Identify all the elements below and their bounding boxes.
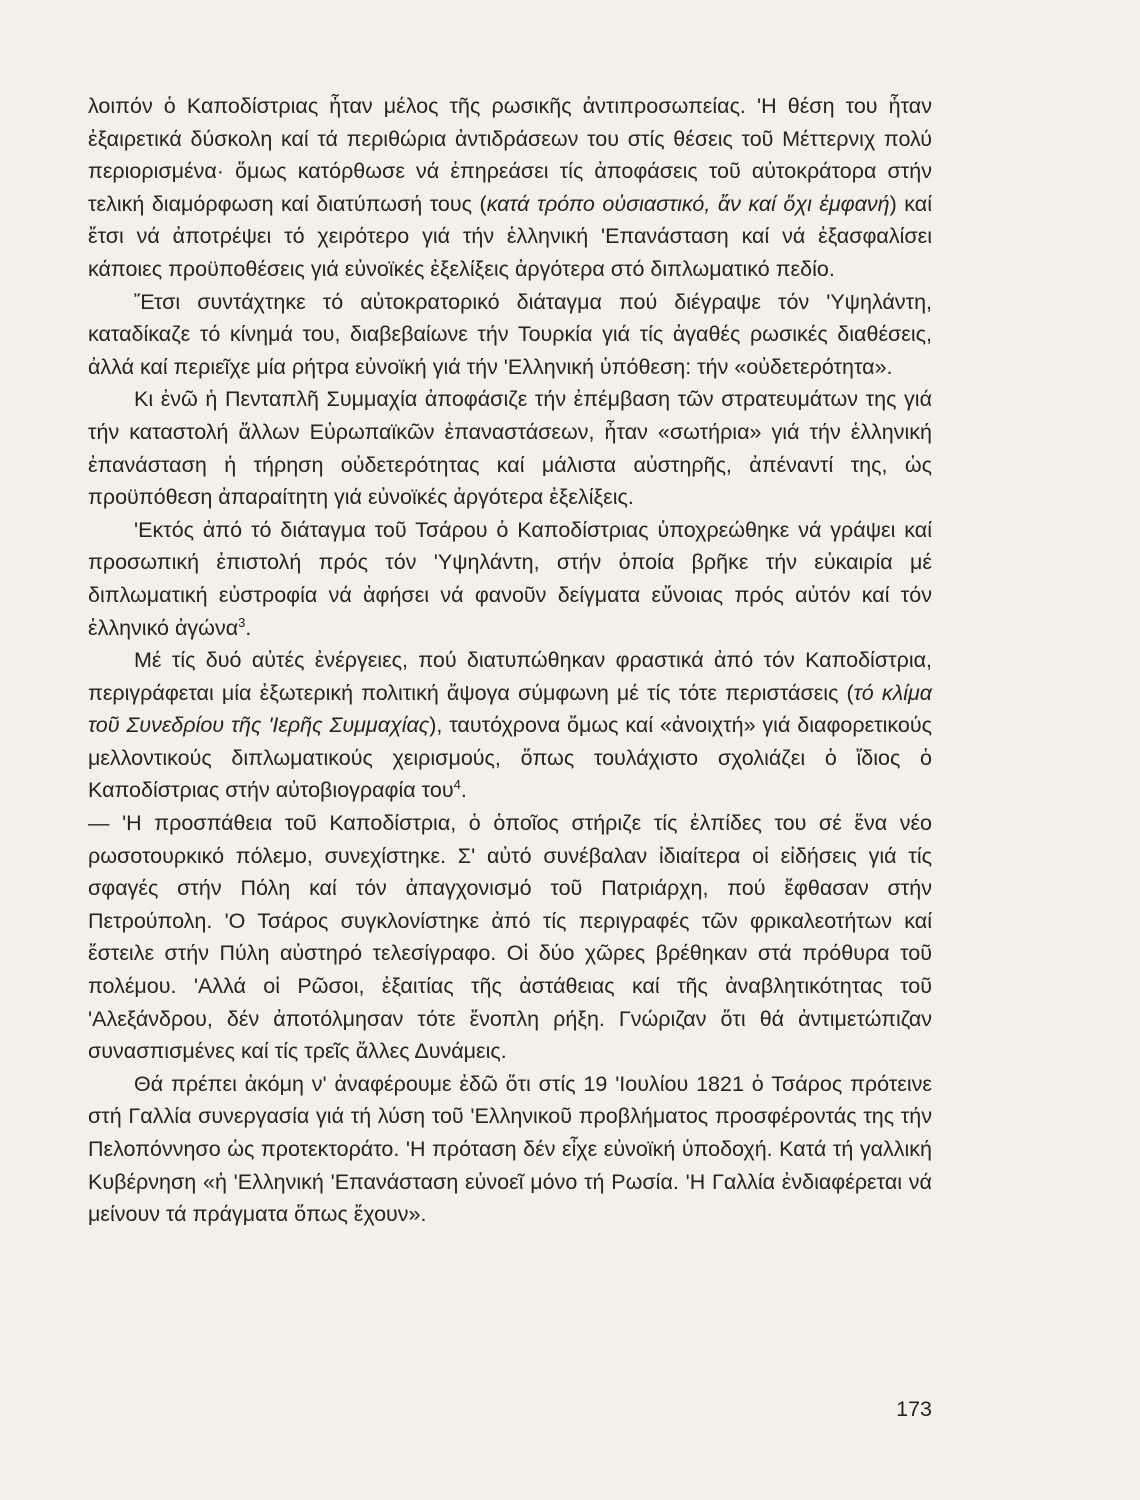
page-number: 173: [896, 1397, 932, 1421]
text-segment: .: [245, 615, 252, 640]
text-segment: ), ταυτόχρονα ὅμως καί «ἀνοιχτή» γιά διαφορετικούς μελλοντικούς διπλωματικούς χειρισμούς, ὅπως τουλάχιστο σχολιάζει ὁ ἴδιος ὁ Καποδίστριας στήν αὐτοβιογραφία του: [88, 713, 932, 803]
paragraph-7: [88, 1068, 932, 1231]
text-segment: ) καί ἔτσι νά ἀποτρέψει τό χειρότερο γιά τήν ἑλληνική 'Επανάσταση καί νά ἐξασφαλίσει κάποιες προϋποθέσεις γιά εὐνοϊκές ἐξελίξεις ἀργότερα στό διπλωματικό πεδίο.: [88, 191, 932, 281]
body-text: [88, 90, 932, 1231]
paragraph-2: [88, 286, 932, 384]
text-segment: 'Εκτός ἀπό τό διάταγμα τοῦ Τσάρου ὁ Καποδίστριας ὑποχρεώθηκε νά γράψει καί προσωπική ἐπιστολή πρός τόν 'Υψηλάντη, στήν ὁποία βρῆκε τήν εὐκαιρία μέ διπλωματική εὐστροφία νά ἀφήσει νά φανοῦν δείγματα εὔνοιας πρός αὐτόν καί τόν ἑλληνικό ἀγώνα: [88, 517, 932, 640]
italic-segment: τό κλίμα τοῦ Συνεδρίου τῆς 'Ιερῆς Συμμαχίας: [88, 680, 933, 738]
text-segment: Θά πρέπει ἀκόμη ν' ἀναφέρουμε ἐδῶ ὅτι στίς 19 'Ιουλίου 1821 ὁ Τσάρος πρότεινε στή Γαλλία συνεργασία γιά τή λύση τοῦ 'Ελληνικοῦ προβλήματος προσφέροντάς της τήν Πελοπόννησο ὡς προτεκτοράτο. 'Η πρόταση δέν εἶχε εὐνοϊκή ὑποδοχή. Κατά τή γαλλική Κυβέρνηση «ἡ 'Ελληνική 'Επανάσταση εὐνοεῖ μόνο τή Ρωσία. 'Η Γαλλία ἐνδιαφέρεται νά μείνουν τά πράγματα ὅπως ἔχουν».: [88, 1071, 932, 1227]
paragraph-3: [88, 383, 932, 513]
text-segment: .: [460, 778, 467, 803]
paragraph-5: [88, 644, 932, 807]
footnote-marker: 3: [238, 614, 246, 630]
footnote-marker: 4: [453, 777, 461, 793]
text-segment: — 'Η προσπάθεια τοῦ Καποδίστρια, ὁ ὁποῖος στήριζε τίς ἐλπίδες του σέ ἕνα νέο ρωσοτουρκικό πόλεμο, συνεχίστηκε. Σ' αὐτό συνέβαλαν ἰδιαίτερα οἱ εἰδήσεις γιά τίς σφαγές στήν Πόλη καί τόν ἀπαγχονισμό τοῦ Πατριάρχη, πού ἔφθασαν στήν Πετρούπολη. 'Ο Τσάρος συγκλονίστηκε ἀπό τίς περιγραφές τῶν φρικαλεοτήτων καί ἔστειλε στήν Πύλη αὐστηρό τελεσίγραφο. Οἱ δύο χῶρες βρέθηκαν στά πρόθυρα τοῦ πολέμου. 'Αλλά οἱ Ρῶσοι, ἐξαιτίας τῆς ἀστάθειας καί τῆς ἀναβλητικότητας τοῦ 'Αλεξάνδρου, δέν ἀποτόλμησαν τότε ἔνοπλη ρήξη. Γνώριζαν ὅτι θά ἀντιμετώπιζαν συνασπισμένες καί τίς τρεῖς ἄλλες Δυνάμεις.: [88, 811, 932, 1064]
paragraph-6: [88, 807, 932, 1068]
italic-segment: κατά τρόπο οὐσιαστικό, ἄν καί ὄχι ἐμφανή: [486, 191, 890, 216]
paragraph-1: [88, 90, 932, 286]
text-segment: λοιπόν ὁ Καποδίστριας ἦταν μέλος τῆς ρωσικῆς ἀντιπροσωπείας. 'Η θέση του ἦταν ἐξαιρετικά δύσκολη καί τά περιθώρια ἀντιδράσεων του στίς θέσεις τοῦ Μέττερνιχ πολύ περιορισμένα· ὅμως κατόρθωσε νά ἐπηρεάσει τίς ἀποφάσεις τοῦ αὐτοκράτορα στήν τελική διαμόρφωση καί διατύπωσή τους (: [88, 94, 932, 216]
text-segment: Ἔτσι συντάχτηκε τό αὐτοκρατορικό διάταγμα πού διέγραψε τόν 'Υψηλάντη, καταδίκαζε τό κίνημά του, διαβεβαίωνε τήν Τουρκία γιά τίς ἀγαθές ρωσικές διαθέσεις, ἀλλά καί περιεῖχε μία ρήτρα εὐνοϊκή γιά τήν 'Ελληνική ὑπόθεση: τήν «οὐδετερότητα».: [88, 289, 932, 379]
text-segment: Κι ἐνῶ ἡ Πενταπλῆ Συμμαχία ἀποφάσιζε τήν ἐπέμβαση τῶν στρατευμάτων της γιά τήν καταστολή ἄλλων Εὐρωπαϊκῶν ἐπαναστάσεων, ἦταν «σωτήρια» γιά τήν ἑλληνική ἐπανάσταση ἡ τήρηση οὐδετερότητας καί μάλιστα αὐστηρῆς, ἀπέναντί της, ὡς προϋπόθεση ἀπαραίτητη γιά εὐνοϊκές ἀργότερα ἐξελίξεις.: [88, 387, 932, 510]
paragraph-4: [88, 514, 932, 644]
text-segment: Μέ τίς δυό αὐτές ἐνέργειες, πού διατυπώθηκαν φραστικά ἀπό τόν Καποδίστρια, περιγράφεται μία ἐξωτερική πολιτική ἄψογα σύμφωνη μέ τίς τότε περιστάσεις (: [88, 648, 932, 705]
